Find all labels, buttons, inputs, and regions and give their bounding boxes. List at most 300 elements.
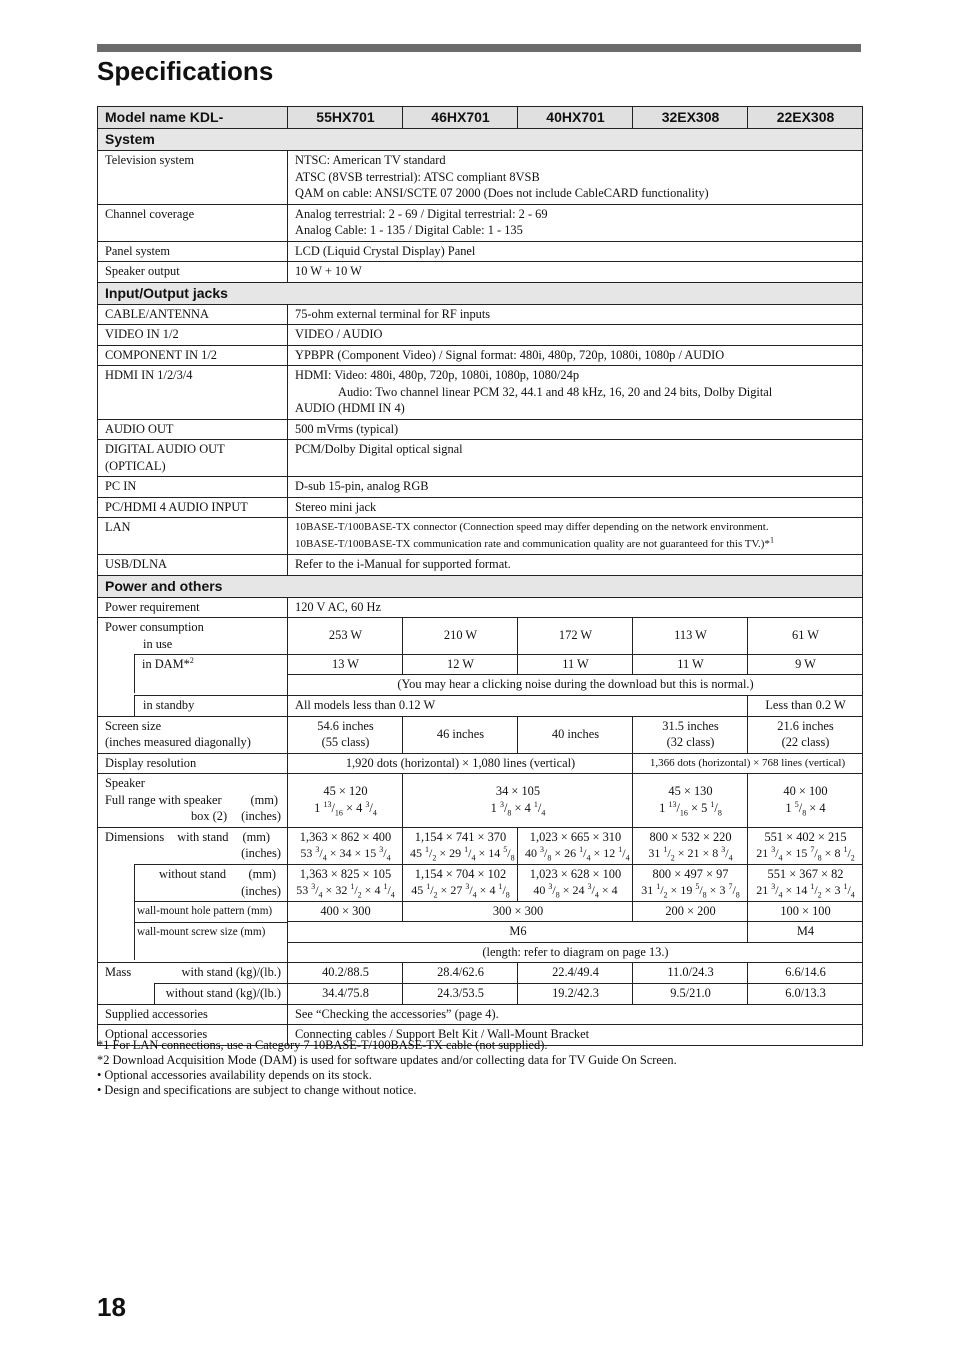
table-row	[98, 922, 863, 943]
dim-text: × 27	[437, 883, 466, 897]
f-den: 8	[555, 890, 560, 900]
row-value: LCD (Liquid Crystal Display) Panel	[288, 241, 863, 262]
section-io: Input/Output jacks	[98, 282, 863, 304]
f-den: 2	[432, 853, 437, 863]
hole-label: wall-mount hole pattern (mm)	[134, 901, 287, 922]
value-line: Analog terrestrial: 2 - 69 / Digital terrestrial: 2 - 69	[295, 206, 548, 221]
f-num: 1	[426, 882, 431, 891]
table-row	[98, 716, 863, 753]
label-line: Screen size	[105, 718, 162, 733]
row-label	[98, 774, 288, 828]
table-row	[98, 983, 863, 1004]
label-part: box (2)	[190, 809, 228, 823]
label-line: (OPTICAL)	[105, 458, 166, 473]
value-line: AUDIO (HDMI IN 4)	[295, 401, 405, 415]
row-label: COMPONENT IN 1/2	[98, 345, 288, 366]
row-label	[98, 864, 288, 901]
f-num: 3	[465, 882, 470, 891]
model-46hx701: 46HX701	[403, 107, 518, 129]
f-den: 2	[663, 890, 668, 900]
cell-in-use: 113 W	[633, 618, 748, 655]
cell-screen	[748, 716, 863, 753]
dim-text: 53	[296, 883, 312, 897]
screen-size: 46 inches	[436, 726, 485, 741]
cell-dim-with	[403, 827, 518, 864]
table-row	[98, 366, 863, 420]
f-num: 1	[533, 799, 538, 809]
row-value: See “Checking the accessories” (page 4).	[288, 1004, 863, 1025]
dim-inches: 53 $^3/_4 \times 34 \times 15$ $^3/_4$	[300, 845, 391, 863]
f-num: 5	[794, 799, 799, 809]
f-den: 4	[625, 853, 630, 863]
f-num: 1	[350, 882, 355, 891]
row-value: Connecting cables / Support Belt Kit / Wall-Mount Bracket	[288, 1025, 863, 1046]
row-value	[288, 151, 863, 205]
cell-screw: M4	[748, 922, 863, 943]
unit-inches: (inches)	[241, 846, 281, 860]
row-label: Speaker output	[98, 262, 288, 283]
dim-mm: 800 × 532 × 220	[649, 829, 732, 844]
dam-note: (You may hear a clicking noise during the download but this is normal.)	[288, 675, 863, 696]
dim-inches: 21 $^3/_4 \times 15$ $^7/_8 \times 8$ $^1/_2$	[756, 845, 855, 863]
cell-mass: 6.6/14.6	[748, 963, 863, 984]
f-whole: 1	[659, 800, 666, 815]
cell-speaker	[633, 774, 748, 828]
cell-mass: 24.3/53.5	[403, 983, 518, 1004]
value-line: ATSC (8VSB terrestrial): ATSC compliant 8VSB	[295, 169, 540, 184]
dim-mm: 551 × 402 × 215	[764, 829, 847, 844]
row-label: Television system	[98, 151, 288, 205]
f-num: 3	[315, 845, 320, 854]
cell-hole: 100 × 100	[748, 901, 863, 922]
row-value	[288, 204, 863, 241]
table-row	[98, 597, 863, 618]
f-den: 4	[318, 890, 323, 900]
label-part: with stand (kg)/(lb.)	[181, 965, 281, 979]
dim-text: × 24	[559, 883, 588, 897]
cell-screen	[403, 716, 518, 753]
screen-class: (32 class)	[666, 735, 715, 749]
dim-text: × 3	[821, 883, 844, 897]
page-title: Specifications	[97, 56, 274, 86]
f-den: 4	[386, 853, 391, 863]
screen-size: 40 inches	[551, 726, 600, 741]
f-num: 3	[548, 882, 553, 891]
f-mid: × 5	[687, 800, 711, 815]
table-row	[98, 675, 863, 696]
row-value: Stereo mini jack	[288, 497, 863, 518]
footnote-ref: 1	[769, 534, 774, 544]
row-value: 120 V AC, 60 Hz	[288, 597, 863, 618]
dim-mm: 1,363 × 862 × 400	[299, 829, 392, 844]
row-label	[98, 922, 288, 943]
dim-text: × 12	[590, 846, 619, 860]
spk-mm: 45 × 130	[668, 784, 713, 799]
cell-screen	[633, 716, 748, 753]
screen-size: 54.6 inches	[317, 718, 374, 733]
cell-dim-without	[518, 864, 633, 901]
table-row	[98, 345, 863, 366]
label-line	[105, 829, 281, 846]
table-row	[98, 325, 863, 346]
table-row	[98, 151, 863, 205]
row-value: Less than 0.2 W	[748, 695, 863, 716]
dim-text: × 34 × 15	[326, 846, 380, 860]
row-value: 1,366 dots (horizontal) × 768 lines (vertical)	[633, 753, 863, 774]
row-label: VIDEO IN 1/2	[98, 325, 288, 346]
f-num: 3	[499, 799, 504, 809]
row-label	[98, 827, 288, 864]
cell-dim-with	[518, 827, 633, 864]
dim-text: × 4	[598, 883, 618, 897]
footnote: *1 For LAN connections, use a Category 7 10BASE-T/100BASE-TX cable (not supplied).	[97, 1038, 548, 1052]
f-den: 4	[322, 853, 327, 863]
label-line: (inches measured diagonally)	[105, 735, 251, 749]
cell-mass: 19.2/42.3	[518, 983, 633, 1004]
f-num: 5	[503, 845, 508, 854]
table-row	[98, 1004, 863, 1025]
f-num: 13	[668, 799, 677, 809]
dim-inches: 40 $^3/_8 \times 24$ $^3/_4 \times 4$	[533, 882, 618, 900]
label-line: Power consumption	[105, 620, 204, 634]
row-value: 1,920 dots (horizontal) × 1,080 lines (vertical)	[288, 753, 633, 774]
label-part: Dimensions	[105, 829, 165, 844]
row-label: Supplied accessories	[98, 1004, 288, 1025]
footnotes	[97, 1038, 677, 1098]
f-den: 16	[334, 808, 343, 818]
dim-text: 45	[410, 846, 425, 860]
row-label	[98, 618, 288, 655]
cell-screen	[288, 716, 403, 753]
lan-text: 10BASE-T/100BASE-TX communication rate and communication quality are not guaranteed for this TV.)*	[295, 537, 770, 550]
dim-text: 53	[300, 846, 316, 860]
dim-text: × 14	[782, 883, 811, 897]
cell-dam: 9 W	[748, 654, 863, 675]
f-den: 8	[702, 890, 707, 900]
row-label: Panel system	[98, 241, 288, 262]
f-den: 2	[357, 890, 362, 900]
f-den: 4	[541, 808, 546, 818]
f-den: 4	[850, 890, 855, 900]
f-den: 8	[802, 808, 807, 818]
dim-text: 21	[756, 883, 772, 897]
f-num: 1	[656, 882, 661, 891]
f-den: 4	[594, 890, 599, 900]
dim-inches: 45 $^1/_2 \times 27$ $^3/_4 \times 4$ $^1/_8$	[411, 882, 510, 900]
row-label: LAN	[98, 518, 288, 555]
unit-mm: (mm)	[248, 867, 276, 881]
label-line: Speaker	[105, 776, 145, 790]
dim-text: × 14	[475, 846, 504, 860]
dim-inches: 21 $^3/_4 \times 14$ $^1/_2 \times 3$ $^1/_4$	[756, 882, 855, 900]
f-mid: × 4	[342, 800, 366, 815]
cell-dam: 13 W	[288, 654, 403, 675]
cell-dim-without	[288, 864, 403, 901]
cell-screw: M6	[288, 922, 748, 943]
cell-mass: 22.4/49.4	[518, 963, 633, 984]
label-line	[105, 808, 281, 825]
dim-text: × 26	[551, 846, 580, 860]
f-whole: 1	[785, 800, 792, 815]
cell-mass: 28.4/62.6	[403, 963, 518, 984]
table-row	[98, 864, 863, 901]
table-row	[98, 942, 863, 963]
cell-speaker	[403, 774, 633, 828]
row-value	[288, 518, 863, 555]
row-label: Power requirement	[98, 597, 288, 618]
table-row	[98, 695, 863, 716]
f-den: 8	[817, 853, 822, 863]
f-num: 1	[464, 845, 469, 854]
label-spacer	[134, 675, 287, 693]
row-label: HDMI IN 1/2/3/4	[98, 366, 288, 420]
top-rule	[97, 44, 861, 52]
screen-class: (55 class)	[321, 735, 370, 749]
cell-mass: 40.2/88.5	[288, 963, 403, 984]
f-num: 3	[365, 799, 370, 809]
f-whole: 1	[490, 800, 497, 815]
f-mid: × 4	[806, 800, 826, 815]
f-num: 3	[540, 845, 544, 854]
cell-dam: 12 W	[403, 654, 518, 675]
table-row	[98, 827, 863, 864]
dim-inches: 53 $^3/_4 \times 32$ $^1/_2 \times 4$ $^1/_4$	[296, 882, 395, 900]
cell-in-use: 210 W	[403, 618, 518, 655]
dim-text: 45	[411, 883, 427, 897]
row-value: 10 W + 10 W	[288, 262, 863, 283]
f-num: 3	[771, 882, 776, 891]
f-whole: 1	[314, 800, 321, 815]
row-label	[98, 942, 288, 963]
cell-dam: 11 W	[633, 654, 748, 675]
dim-text: × 15	[782, 846, 811, 860]
unit-mm: (mm)	[242, 829, 270, 844]
row-label: PC IN	[98, 477, 288, 498]
standby-label: in standby	[134, 695, 287, 716]
value-line: Analog Cable: 1 - 135 / Digital Cable: 1 - 135	[295, 223, 523, 237]
dim-mm: 1,023 × 665 × 310	[529, 829, 622, 844]
footnote: • Optional accessories availability depends on its stock.	[97, 1068, 372, 1082]
f-den: 8	[717, 808, 722, 818]
screw-label: wall-mount screw size (mm)	[134, 922, 287, 943]
cell-mass: 34.4/75.8	[288, 983, 403, 1004]
footnote: • Design and specifications are subject to change without notice.	[97, 1083, 417, 1097]
dim-mm: 1,154 × 741 × 370	[414, 829, 507, 844]
dim-text: 40	[533, 883, 549, 897]
f-den: 2	[433, 890, 438, 900]
screw-note: (length: refer to diagram on page 13.)	[288, 942, 863, 963]
row-label	[98, 983, 288, 1004]
row-label: PC/HDMI 4 AUDIO INPUT	[98, 497, 288, 518]
model-name-label: Model name KDL-	[98, 107, 288, 129]
spk-mm: 45 × 120	[323, 784, 368, 799]
cell-mass: 11.0/24.3	[633, 963, 748, 984]
f-num: 1	[710, 799, 715, 809]
without-stand-label	[134, 864, 287, 901]
row-value: Refer to the i-Manual for supported format.	[288, 555, 863, 576]
f-num: 7	[728, 882, 733, 891]
row-label	[98, 654, 288, 675]
table-row	[98, 518, 863, 555]
table-row	[98, 440, 863, 477]
cell-speaker	[748, 774, 863, 828]
cell-hole: 400 × 300	[288, 901, 403, 922]
row-value	[288, 366, 863, 420]
f-num: 3	[379, 845, 384, 854]
row-label: USB/DLNA	[98, 555, 288, 576]
f-num: 1	[810, 882, 815, 891]
label-part: Mass	[105, 965, 132, 979]
f-num: 1	[425, 845, 429, 854]
screen-class: (22 class)	[781, 735, 830, 749]
model-22ex308: 22EX308	[748, 107, 863, 129]
specifications-table	[97, 106, 863, 1046]
row-label	[98, 695, 288, 716]
row-value: 500 mVrms (typical)	[288, 419, 863, 440]
screen-size: 31.5 inches	[662, 718, 719, 733]
f-den: 8	[547, 853, 552, 863]
table-row	[98, 555, 863, 576]
f-den: 4	[778, 890, 783, 900]
unit-inches: (inches)	[241, 883, 281, 898]
cell-mass: 9.5/21.0	[633, 983, 748, 1004]
cell-dim-without	[403, 864, 518, 901]
f-num: 1	[498, 882, 503, 891]
table-row	[98, 419, 863, 440]
cell-in-use: 172 W	[518, 618, 633, 655]
cell-hole: 200 × 200	[633, 901, 748, 922]
dim-text: × 21 × 8	[674, 846, 722, 860]
table-row	[98, 654, 863, 675]
dim-inches: 31 $^1/_2 \times 19$ $^5/_8 \times 3$ $^7/_8$	[641, 882, 740, 900]
footnote-ref: 2	[189, 655, 194, 665]
cell-in-use: 61 W	[748, 618, 863, 655]
label-line: DIGITAL AUDIO OUT	[105, 442, 225, 456]
model-32ex308: 32EX308	[633, 107, 748, 129]
f-num: 3	[721, 845, 726, 854]
row-value: D-sub 15-pin, analog RGB	[288, 477, 863, 498]
spk-in: 1 $^3/_8 \times 4$ $^1/_4$	[490, 799, 546, 818]
dim-text: 40	[525, 846, 540, 860]
f-den: 4	[471, 853, 476, 863]
cell-in-use: 253 W	[288, 618, 403, 655]
f-num: 7	[810, 845, 815, 854]
cell-speaker	[288, 774, 403, 828]
f-mid: × 4	[511, 800, 534, 815]
dim-inches: 31 $^1/_2 \times 21 \times 8$ $^3/_4$	[648, 845, 733, 863]
f-den: 4	[728, 853, 733, 863]
label-part: with stand	[177, 829, 229, 844]
row-value: 75-ohm external terminal for RF inputs	[288, 304, 863, 325]
value-line: QAM on cable: ANSI/SCTE 07 2000 (Does not include CableCARD functionality)	[295, 186, 709, 200]
row-value: VIDEO / AUDIO	[288, 325, 863, 346]
value-line	[295, 536, 856, 553]
spk-in: 1 $^{13}/_{16} \times 4$ $^3/_4$	[314, 799, 377, 818]
table-row	[98, 753, 863, 774]
f-num: 1	[618, 845, 623, 854]
table-row	[98, 901, 863, 922]
table-row	[98, 618, 863, 655]
dim-mm: 800 × 497 × 97	[652, 866, 729, 881]
label-line: in use	[143, 636, 173, 651]
f-den: 4	[778, 853, 783, 863]
cell-screen	[518, 716, 633, 753]
model-40hx701: 40HX701	[518, 107, 633, 129]
table-row	[98, 497, 863, 518]
spk-in: 1 $^5/_8 \times 4$	[785, 799, 826, 818]
f-num: 1	[843, 882, 848, 891]
row-label	[98, 675, 288, 696]
row-label	[98, 716, 288, 753]
dim-mm: 551 × 367 × 82	[767, 866, 844, 881]
dim-inches: 45 $^1/_2 \times 29$ $^1/_4 \times 14$ $^5/_8$	[410, 845, 515, 863]
cell-dim-with	[633, 827, 748, 864]
label-spacer	[134, 942, 287, 960]
row-value: YPBPR (Component Video) / Signal format: 480i, 480p, 720p, 1080i, 1080p / AUDIO	[288, 345, 863, 366]
dam-label	[134, 654, 287, 675]
table-row	[98, 204, 863, 241]
screen-size: 21.6 inches	[777, 718, 834, 733]
cell-hole: 300 × 300	[403, 901, 633, 922]
f-den: 16	[679, 808, 688, 818]
row-label	[98, 440, 288, 477]
dim-text: 31	[648, 846, 664, 860]
value-line: 10BASE-T/100BASE-TX connector (Connection speed may differ depending on the network environment.	[295, 521, 769, 533]
dam-text: in DAM*	[142, 657, 190, 671]
f-den: 4	[472, 890, 477, 900]
dim-mm: 1,154 × 704 × 102	[414, 866, 507, 881]
f-den: 8	[505, 890, 510, 900]
row-label: CABLE/ANTENNA	[98, 304, 288, 325]
f-num: 1	[579, 845, 584, 854]
model-header-row	[98, 107, 863, 129]
cell-mass: 6.0/13.3	[748, 983, 863, 1004]
value-line: Audio: Two channel linear PCM 32, 44.1 and 48 kHz, 16, 20 and 24 bits, Dolby Digital	[338, 384, 773, 399]
spk-mm: 40 × 100	[783, 784, 828, 799]
dim-inches: 40 $^3/_8 \times 26$ $^1/_4 \times 12$ $^1/_4$	[525, 845, 630, 863]
cell-dim-with	[748, 827, 863, 864]
f-num: 1	[843, 845, 848, 854]
table-row	[98, 304, 863, 325]
table-row	[98, 262, 863, 283]
value-line: NTSC: American TV standard	[295, 153, 446, 167]
dim-mm: 1,363 × 825 × 105	[299, 866, 392, 881]
model-55hx701: 55HX701	[288, 107, 403, 129]
unit-mm: (mm)	[250, 792, 278, 807]
f-num: 1	[383, 882, 388, 891]
dim-text: × 29	[436, 846, 465, 860]
row-value: PCM/Dolby Digital optical signal	[288, 440, 863, 477]
f-num: 3	[771, 845, 776, 854]
dim-text: 21	[756, 846, 772, 860]
table-row	[98, 963, 863, 984]
f-num: 3	[587, 882, 592, 891]
label-part: without stand	[159, 867, 227, 881]
label-line	[105, 792, 281, 809]
f-num: 3	[311, 882, 316, 891]
spk-mm: 34 × 105	[495, 784, 541, 799]
section-system: System	[98, 129, 863, 151]
label-part: Full range with speaker	[105, 792, 222, 807]
dim-text: 31	[641, 883, 657, 897]
dim-text: × 32	[322, 883, 351, 897]
table-row	[98, 477, 863, 498]
spk-in: 1 $^{13}/_{16} \times 5$ $^1/_8$	[659, 799, 722, 818]
f-den: 8	[735, 890, 740, 900]
row-label: Optional accessories	[98, 1025, 288, 1046]
f-den: 8	[507, 808, 512, 818]
f-den: 8	[510, 853, 515, 863]
